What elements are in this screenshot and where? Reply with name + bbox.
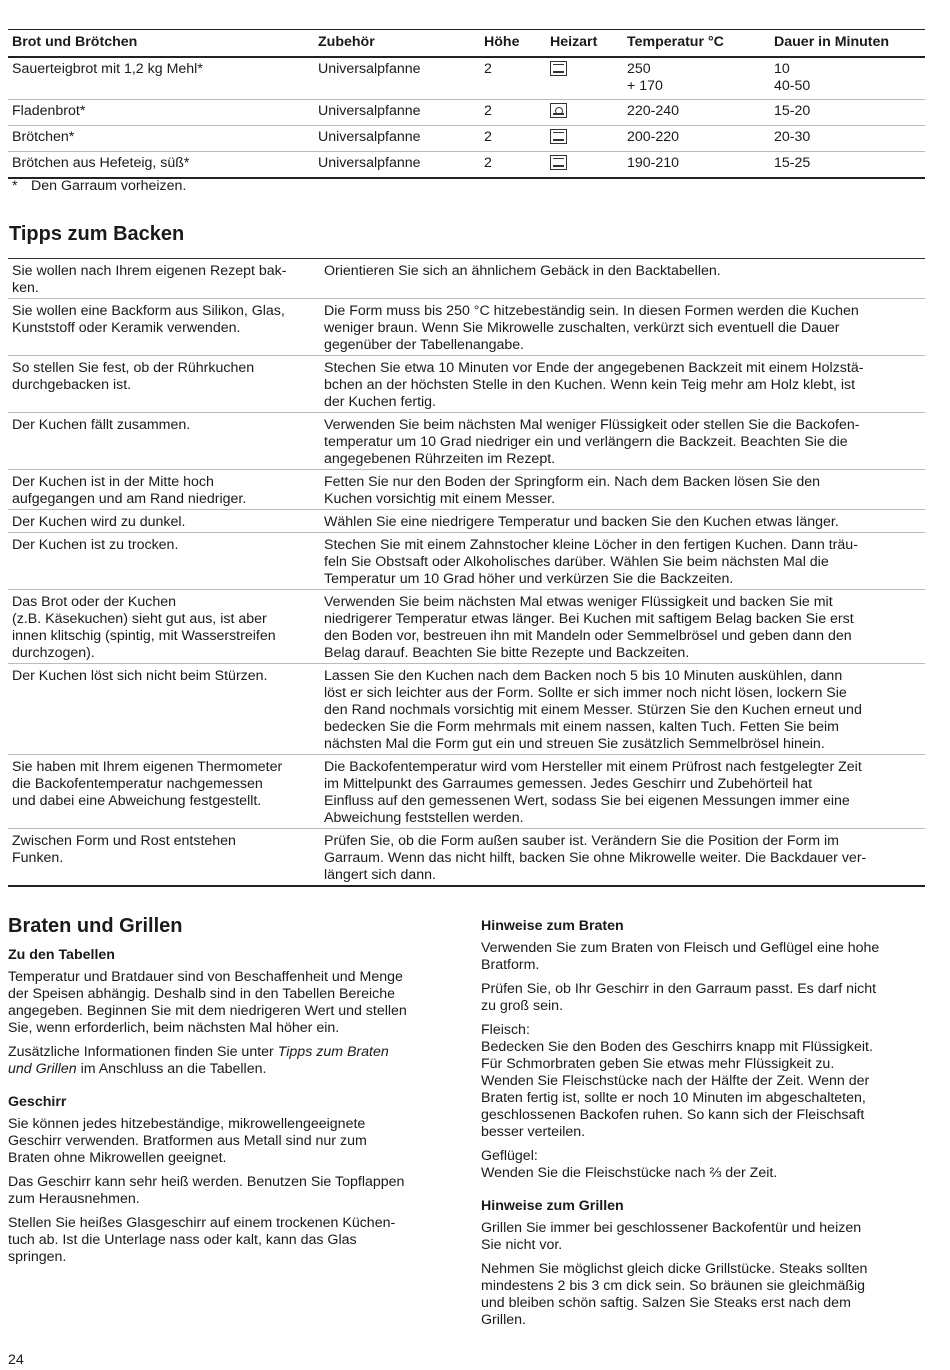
column-header: Höhe: [480, 30, 546, 57]
cell-level: 2: [480, 125, 546, 151]
tips-row: [8, 755, 925, 829]
roast-paragraph: Verwenden Sie zum Braten von Fleisch und Geflügel eine hohe Bratform.: [481, 940, 880, 973]
top-bottom-heat-icon: [550, 155, 567, 170]
cell-temperature: 190-210: [623, 151, 770, 178]
cell-accessory: Universalpfanne: [314, 151, 480, 178]
cell-heating: [546, 99, 623, 125]
dishes-paragraph: Das Geschirr kann sehr heiß werden. Benutzen Sie Topflappen zum Herausnehmen.: [8, 1174, 405, 1207]
tips-row: [8, 533, 925, 590]
tips-row: [8, 470, 925, 510]
top-bottom-heat-icon: [550, 129, 567, 144]
dishes-subheading: Geschirr: [8, 1094, 67, 1110]
footnote-mark: *: [12, 178, 18, 194]
footnote-text: Den Garraum vorheizen.: [31, 178, 187, 194]
tip-problem: Sie wollen eine Backform aus Silikon, Glas, Kunststoff oder Keramik verwenden.: [8, 299, 320, 356]
table-row: [8, 57, 925, 100]
roasting-right-column: [481, 918, 925, 1336]
bread-baking-table: [8, 29, 925, 179]
table-footnote: [12, 178, 186, 195]
cell-accessory: Universalpfanne: [314, 125, 480, 151]
tip-solution: Die Backofentemperatur wird vom Hersteller mit einem Prüfrost nach festgelegter Zeit im Mittelpunkt des Garraumes gemessen. Jedes Geschirr und Zubehörteil hat Einfluss auf den gemessenen Wert, sodass Sie bei eigenen Messungen immer eine Abweichung feststellen werden.: [320, 755, 925, 829]
cell-name: Fladenbrot*: [8, 99, 314, 125]
tip-problem: Der Kuchen löst sich nicht beim Stürzen.: [8, 664, 320, 755]
cell-accessory: Universalpfanne: [314, 57, 480, 100]
tip-solution: Prüfen Sie, ob die Form außen sauber ist. Verändern Sie die Position der Form im Garraum. Wenn das nicht hilft, backen Sie ohne Mikrowelle weiter. Die Backdauer ver- längert sich dann.: [324, 833, 867, 883]
tip-solution: Fetten Sie nur den Boden der Springform ein. Nach dem Backen lösen Sie den Kuchen vorsichtig mit einem Messer.: [320, 470, 925, 510]
cell-temperature: 250 + 170: [623, 57, 770, 100]
grill-paragraph: Grillen Sie immer bei geschlossener Backofentür und heizen Sie nicht vor.: [481, 1220, 862, 1253]
top-bottom-heat-icon: [550, 61, 567, 76]
fan-heat-icon: [550, 103, 567, 118]
tables-paragraph: Temperatur und Bratdauer sind von Beschaffenheit und Menge der Speisen abhängig. Deshalb sind in den Tabellen Bereiche angegeben. Beginnen Sie mit dem niedrigeren Wert und stellen Sie, wenn erforderlich, beim nächsten Mal höher ein.: [8, 969, 407, 1036]
tip-solution: Orientieren Sie sich an ähnlichem Gebäck in den Backtabellen.: [320, 259, 925, 299]
baking-tips-table: [8, 258, 925, 887]
tip-problem: Der Kuchen ist zu trocken.: [8, 533, 320, 590]
tip-problem: Das Brot oder der Kuchen (z.B. Käsekuchen) sieht gut aus, ist aber innen klitschig (spintig, mit Wasserstreifen durchzogen).: [8, 590, 320, 664]
tips-row: [8, 590, 925, 664]
info-text: im Anschluss an die Tabellen.: [76, 1061, 267, 1077]
table-row: [8, 125, 925, 151]
info-text: Zusätzliche Informationen finden Sie unter: [8, 1044, 278, 1060]
roast-paragraph: Fleisch: Bedecken Sie den Boden des Geschirrs knapp mit Flüssigkeit. Für Schmorbraten geben Sie etwas mehr Flüssigkeit zu. Wenden Sie Fleischstücke nach der Hälfte der Zeit. Wenn der Braten fertig ist, sollte er noch 10 Minuten im abgeschalteten, geschlossenen Backofen ruhen. So kann sich der Fleischsaft besser verteilen.: [481, 1022, 873, 1140]
roast-paragraph: Geflügel: Wenden Sie die Fleischstücke nach ⅔ der Zeit.: [481, 1148, 778, 1181]
tip-solution: Lassen Sie den Kuchen nach dem Backen noch 5 bis 10 Minuten auskühlen, dann löst er sich leichter aus der Form. Sollte er sich immer noch nicht lösen, lockern Sie den Rand nochmals vorsichtig mit einem Messer. Stürzen Sie den Kuchen erneut und bedecken Sie die Form mehrmals mit einem nassen, kalten Tuch. Fetten Sie beim nächsten Mal die Form gut ein und streuen Sie zusätzlich Semmelbrösel hinein.: [320, 664, 925, 755]
tables-info-paragraph: [8, 1044, 448, 1078]
cell-duration: 15-25: [770, 151, 925, 178]
dishes-paragraph: Stellen Sie heißes Glasgeschirr auf einem trockenen Küchen- tuch ab. Ist die Unterlage nass oder kalt, kann das Glas springen.: [8, 1215, 396, 1265]
dishes-paragraph: Sie können jedes hitzebeständige, mikrowellengeeignete Geschirr verwenden. Bratformen aus Metall sind nur zum Braten ohne Mikrowellen geeignet.: [8, 1116, 367, 1166]
roasting-heading: Braten und Grillen: [8, 915, 183, 937]
tips-row: [8, 510, 925, 533]
cell-name: Sauerteigbrot mit 1,2 kg Mehl*: [8, 57, 314, 100]
tips-row: [8, 829, 925, 887]
cell-duration: 10 40-50: [770, 57, 925, 100]
column-header: Zubehör: [314, 30, 480, 57]
tip-problem: Der Kuchen fällt zusammen.: [8, 413, 320, 470]
roast-notes-subheading: Hinweise zum Braten: [481, 918, 624, 934]
tip-solution: Die Form muss bis 250 °C hitzebeständig sein. In diesen Formen werden die Kuchen weniger braun. Wenn Sie Mikrowelle zuschalten, verkürzt sich eventuell die Dauer gegenüber der Tabellenangabe.: [320, 299, 925, 356]
cell-temperature: 200-220: [623, 125, 770, 151]
column-header: Dauer in Minuten: [770, 30, 925, 57]
cell-heating: [546, 57, 623, 100]
cell-name: Brötchen aus Hefeteig, süß*: [8, 151, 314, 178]
cell-level: 2: [480, 151, 546, 178]
tips-row: [8, 356, 925, 413]
roast-paragraph: Prüfen Sie, ob Ihr Geschirr in den Garraum passt. Es darf nicht zu groß sein.: [481, 981, 877, 1014]
cell-heating: [546, 125, 623, 151]
cell-temperature: 220-240: [623, 99, 770, 125]
tip-problem: So stellen Sie fest, ob der Rührkuchen durchgebacken ist.: [8, 356, 320, 413]
grill-notes-subheading: Hinweise zum Grillen: [481, 1198, 624, 1214]
cell-level: 2: [480, 57, 546, 100]
cell-name: Brötchen*: [8, 125, 314, 151]
tips-row: [8, 664, 925, 755]
cell-duration: 15-20: [770, 99, 925, 125]
tip-solution: Stechen Sie etwa 10 Minuten vor Ende der angegebenen Backzeit mit einem Holzstä- bchen an der höchsten Stelle in den Kuchen. Wenn kein Teig mehr am Holz klebt, ist der Kuchen fertig.: [320, 356, 925, 413]
tips-row: [8, 413, 925, 470]
tip-problem: Zwischen Form und Rost entstehen Funken.: [12, 833, 236, 866]
tip-problem: Der Kuchen ist in der Mitte hoch aufgegangen und am Rand niedriger.: [8, 470, 320, 510]
tip-solution: Verwenden Sie beim nächsten Mal etwas weniger Flüssigkeit und backen Sie mit niedrigerer Temperatur etwas länger. Bei Kuchen mit saftigem Belag backen Sie erst den Boden vor, bestreuen ihn mit Mandeln oder Semmelbrösel und geben dann den Belag darauf. Beachten Sie bitte Rezepte und Backzeiten.: [320, 590, 925, 664]
roasting-left-column: [8, 914, 448, 1273]
table-row: [8, 151, 925, 178]
page-number: 24: [8, 1352, 24, 1368]
cell-accessory: Universalpfanne: [314, 99, 480, 125]
column-header: Temperatur °C: [623, 30, 770, 57]
tip-solution: Stechen Sie mit einem Zahnstocher kleine Löcher in den fertigen Kuchen. Dann träu- feln Sie Obstsaft oder Alkoholisches darüber. Wählen Sie beim nächsten Mal die Temperatur um 10 Grad höher und verkürzen Sie die Backzeiten.: [320, 533, 925, 590]
table-row: [8, 99, 925, 125]
tips-row: [8, 259, 925, 299]
cell-heating: [546, 151, 623, 178]
cell-duration: 20-30: [770, 125, 925, 151]
tip-solution: Verwenden Sie beim nächsten Mal weniger Flüssigkeit oder stellen Sie die Backofen- temperatur um 10 Grad niedriger ein und verlängern die Backzeit. Beachten Sie die angegebenen Rührzeiten im Rezept.: [320, 413, 925, 470]
tip-problem: Sie haben mit Ihrem eigenen Thermometer die Backofentemperatur nachgemessen und dabei eine Abweichung festgestellt.: [8, 755, 320, 829]
tip-solution: Wählen Sie eine niedrigere Temperatur und backen Sie den Kuchen etwas länger.: [320, 510, 925, 533]
tables-subheading: Zu den Tabellen: [8, 947, 115, 963]
column-header: Brot und Brötchen: [8, 30, 314, 57]
table-header-row: [8, 30, 925, 57]
tips-row: [8, 299, 925, 356]
grill-paragraph: Nehmen Sie möglichst gleich dicke Grillstücke. Steaks sollten mindestens 2 bis 3 cm dick sein. So bräunen sie gleichmäßig und bleiben schön saftig. Salzen Sie Steaks erst nach dem Grillen.: [481, 1261, 868, 1328]
tips-reference: Tipps zum Braten und Grillen: [8, 1044, 389, 1077]
tips-heading: Tipps zum Backen: [9, 223, 185, 245]
tip-problem: Sie wollen nach Ihrem eigenen Rezept bak- ken.: [8, 259, 320, 299]
column-header: Heizart: [546, 30, 623, 57]
cell-level: 2: [480, 99, 546, 125]
tip-problem: Der Kuchen wird zu dunkel.: [8, 510, 320, 533]
